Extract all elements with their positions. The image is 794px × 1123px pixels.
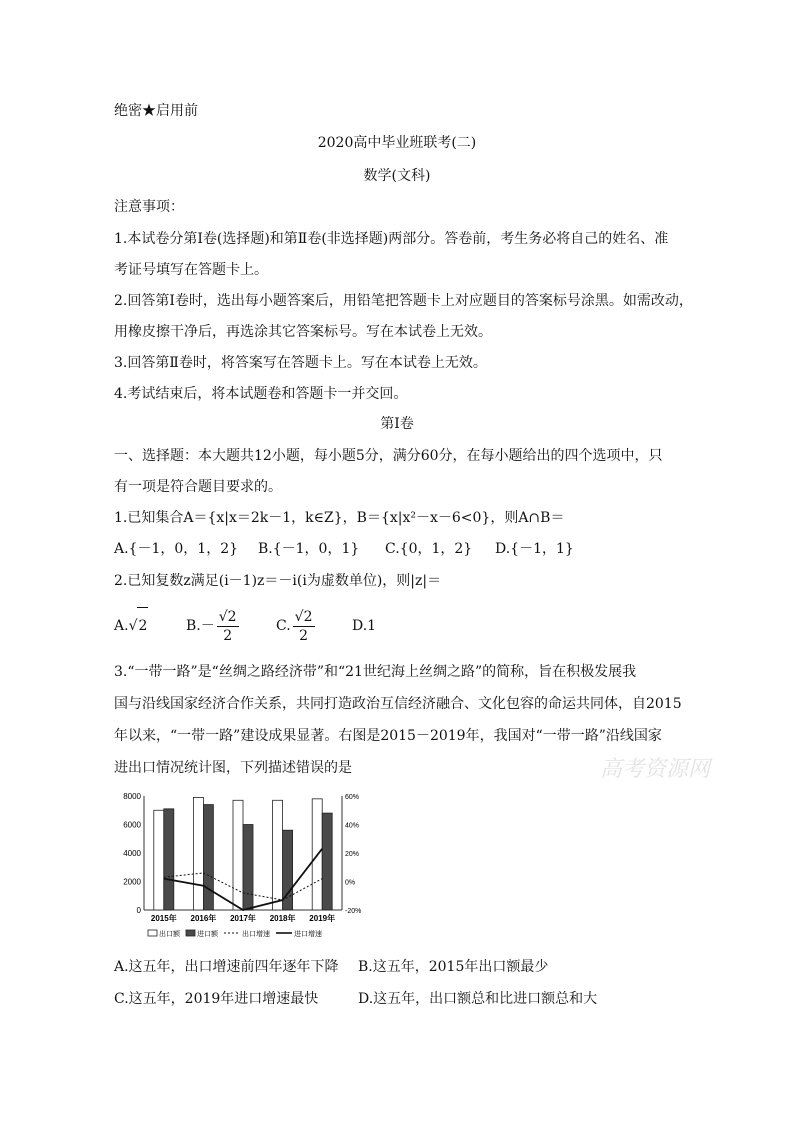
x-tick-label: 2017年 — [230, 914, 256, 923]
q1-options — [114, 539, 574, 559]
note-4: 4.考试结束后，将本试题卷和答题卡一并交回。 — [114, 386, 408, 402]
q2-stem: 2.已知复数z满足(i－1)z＝－i(i为虚数单位)，则|z|＝ — [114, 573, 442, 589]
q1-option-b: B.{－1，0，1} — [258, 541, 360, 557]
y-tick-left-label: 6000 — [123, 820, 141, 830]
secret-mark: 绝密★启用前 — [114, 103, 198, 119]
q3-option-d: D.这五年，出口额总和比进口额总和大 — [358, 991, 598, 1007]
y-tick-right-label: -20% — [345, 908, 362, 915]
import-bar — [203, 805, 213, 910]
section-intro-a: 一、选择题：本大题共12小题，每小题5分，满分60分，在每小题给出的四个选项中，只 — [114, 448, 663, 464]
note-1b: 考证号填写在答题卡上。 — [114, 262, 268, 278]
q3-line-4: 进出口情况统计图，下列描述错误的是 — [114, 760, 352, 776]
q3-line-1: 3.“一带一路”是“丝绸之路经济带”和“21世纪海上丝绸之路”的简称，旨在积极发展我 — [114, 664, 637, 680]
y-tick-left-label: 2000 — [123, 877, 141, 887]
section-intro-b: 有一项是符合题目要求的。 — [114, 479, 282, 495]
y-tick-right-label: 0% — [345, 879, 356, 887]
legend-label: 出口额 — [159, 930, 180, 938]
q3-option-b: B.这五年，2015年出口额最少 — [358, 959, 549, 975]
x-tick-label: 2018年 — [269, 914, 296, 923]
note-2b: 用橡皮擦干净后，再选涂其它答案标号。写在本试卷上无效。 — [114, 324, 492, 340]
note-2a: 2.回答第Ⅰ卷时，选出每小题答案后，用铅笔把答题卡上对应题目的答案标号涂黑。如需改动， — [114, 293, 693, 309]
q2-option-b: B.－ $\frac{√2}{2}$ — [186, 608, 237, 644]
y-tick-left-label: 8000 — [123, 792, 141, 801]
import-bar — [322, 813, 332, 910]
watermark: 高考资源网 — [600, 757, 711, 782]
export-bar — [154, 810, 164, 910]
legend-label: 出口增速 — [242, 930, 270, 938]
q3-line-2: 国与沿线国家经济合作关系，共同打造政治互信经济融合、文化包容的命运共同体，自2015 — [114, 696, 682, 712]
q1-option-a: A.{－1，0，1，2} — [114, 541, 239, 557]
q1-option-d: D.{－1，1} — [495, 541, 574, 557]
q3-option-a: A.这五年，出口增速前四年逐年下降 — [114, 959, 339, 975]
q3-option-c: C.这五年，2019年进口增速最快 — [114, 991, 319, 1007]
q2-options — [114, 607, 376, 645]
x-tick-label: 2016年 — [190, 914, 217, 923]
y-tick-left-label: 0 — [136, 906, 141, 915]
q1-option-c: C.{0，1，2} — [385, 541, 473, 557]
q3-line-3: 年以来，“一带一路”建设成果显著。右图是2015－2019年，我国对“一带一路”沿线国家 — [114, 728, 662, 744]
subject-title: 数学(文科) — [363, 168, 431, 184]
export-bar — [193, 797, 203, 910]
notes-heading: 注意事项： — [114, 199, 184, 215]
export-bar — [273, 800, 283, 910]
legend-swatch — [148, 930, 157, 936]
legend-label: 进口额 — [197, 930, 218, 938]
note-1a: 1.本试卷分第Ⅰ卷(选择题)和第Ⅱ卷(非选择题)两部分。答卷前，考生务必将自己的姓名、准 — [114, 231, 669, 247]
exam-title: 2020高中毕业班联考(二) — [317, 135, 477, 151]
legend-swatch — [186, 930, 195, 936]
y-tick-left-label: 4000 — [123, 849, 141, 858]
q1-stem: 1.已知集合A＝{x|x＝2k－1，k∈Z}，B＝{x|x²－x－6<0}，则A∩B＝ — [114, 510, 565, 526]
q3-options-row-1 — [114, 957, 548, 977]
import-bar — [164, 809, 174, 910]
x-tick-label: 2019年 — [309, 914, 336, 923]
import-bar — [243, 825, 253, 911]
legend-label: 进口增速 — [294, 930, 322, 938]
note-3: 3.回答第Ⅱ卷时，将答案写在答题卡上。写在本试卷上无效。 — [114, 355, 487, 371]
part-title: 第Ⅰ卷 — [380, 416, 414, 432]
y-tick-right-label: 60% — [345, 794, 360, 801]
q2-option-d: D.1 — [352, 618, 377, 634]
q3-options-row-2 — [114, 989, 597, 1009]
trade-chart — [114, 786, 384, 946]
q2-option-c: C. $\frac{√2}{2}$ — [276, 608, 313, 644]
y-tick-right-label: 40% — [345, 822, 360, 830]
export-bar — [233, 800, 243, 910]
x-tick-label: 2015年 — [150, 914, 177, 923]
q2-option-a: A.√2 — [114, 607, 186, 644]
y-tick-right-label: 20% — [345, 851, 360, 858]
